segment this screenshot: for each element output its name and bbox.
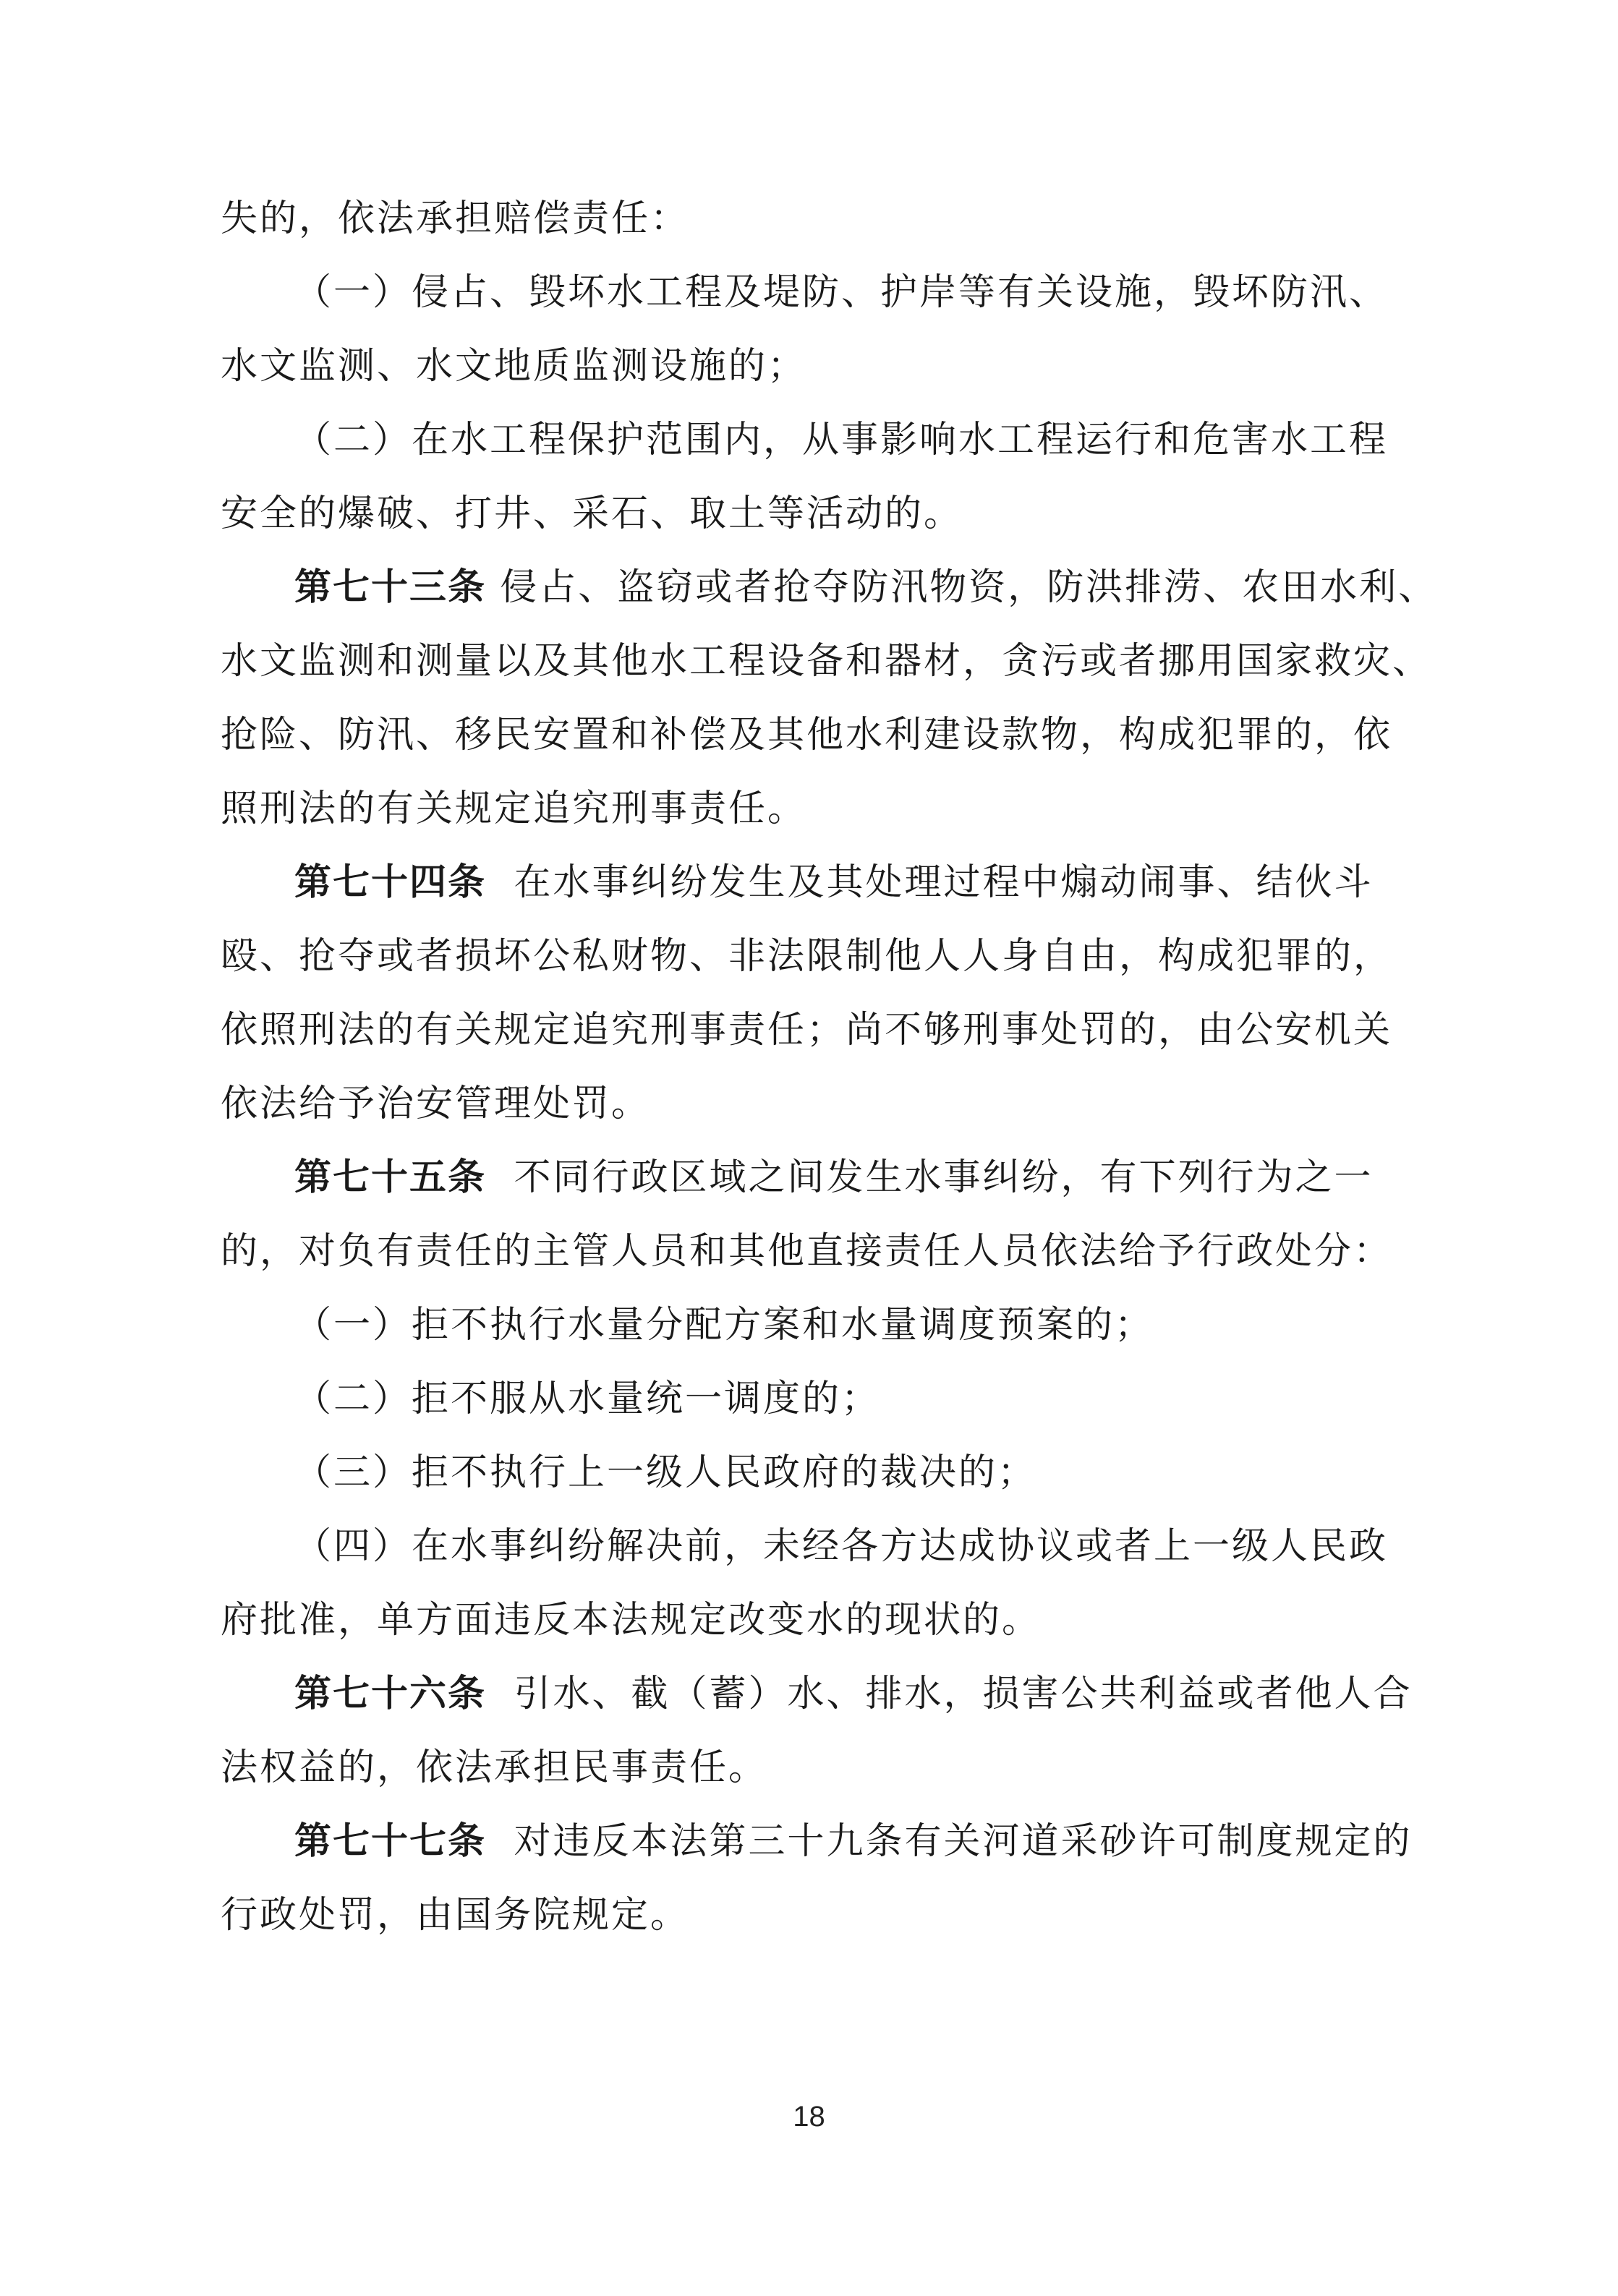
text-line (221, 256, 1392, 330)
line-text: 依照刑法的有关规定追究刑事责任；尚不够刑事处罚的，由公安机关 (221, 1009, 1393, 1051)
article-number: 第七十五条 (294, 1156, 487, 1199)
article-line (221, 846, 1392, 920)
line-text: 府批准，单方面违反本法规定改变水的现状的。 (221, 1599, 1042, 1642)
line-text: 在水事纠纷发生及其处理过程中煽动闹事、结伙斗 (486, 861, 1374, 904)
text-line (221, 772, 1392, 846)
text-line (221, 1731, 1392, 1805)
article-number: 第七十六条 (294, 1673, 487, 1715)
text-line (221, 1436, 1392, 1510)
line-text: （二）拒不服从水量统一调度的； (294, 1378, 881, 1420)
text-line (221, 182, 1392, 256)
article-line (221, 551, 1438, 625)
line-text: 对违反本法第三十九条有关河道采砂许可制度规定的 (486, 1820, 1413, 1863)
line-text: 照刑法的有关规定追究刑事责任。 (221, 788, 807, 830)
line-text: （二）在水工程保护范围内，从事影响水工程运行和危害水工程 (294, 419, 1389, 461)
article-line (221, 1657, 1413, 1731)
line-text: 的，对负有责任的主管人员和其他直接责任人员依法给予行政处分： (221, 1230, 1393, 1273)
line-text: （三）拒不执行上一级人民政府的裁决的； (294, 1451, 1037, 1494)
line-text: 侵占、盗窃或者抢夺防汛物资，防洪排涝、农田水利、 (486, 566, 1438, 609)
text-line (221, 994, 1392, 1067)
line-text: 行政处罚，由国务院规定。 (221, 1894, 690, 1937)
text-line (221, 1067, 1392, 1141)
text-line (221, 404, 1392, 477)
text-line (221, 1879, 1392, 1953)
text-line (221, 1289, 1392, 1362)
line-text: 水文监测和测量以及其他水工程设备和器材，贪污或者挪用国家救灾、 (221, 640, 1432, 683)
line-text: 失的，依法承担赔偿责任： (221, 197, 690, 240)
text-line (221, 699, 1392, 772)
line-text: 安全的爆破、打井、采石、取土等活动的。 (221, 492, 963, 535)
article-number: 第七十四条 (294, 861, 487, 904)
line-text: 依法给予治安管理处罚。 (221, 1083, 651, 1125)
text-line (221, 920, 1392, 994)
text-line (221, 1215, 1392, 1289)
body-text (221, 182, 1438, 1953)
line-text: 法权益的，依法承担民事责任。 (221, 1746, 768, 1789)
text-line (221, 330, 1392, 404)
line-text: 不同行政区域之间发生水事纠纷，有下列行为之一 (486, 1156, 1374, 1199)
line-text: （四）在水事纠纷解决前，未经各方达成协议或者上一级人民政 (294, 1525, 1389, 1568)
line-text: （一）侵占、毁坏水工程及堤防、护岸等有关设施，毁坏防汛、 (294, 271, 1389, 314)
line-text: 引水、截（蓄）水、排水，损害公共利益或者他人合 (486, 1673, 1413, 1715)
line-text: （一）拒不执行水量分配方案和水量调度预案的； (294, 1304, 1154, 1347)
text-line (221, 1362, 1392, 1436)
text-line (221, 1510, 1392, 1584)
article-line (221, 1805, 1413, 1879)
page-number: 18 (793, 2101, 825, 2133)
text-line (221, 625, 1432, 699)
article-number: 第七十七条 (294, 1820, 487, 1863)
line-text: 抢险、防汛、移民安置和补偿及其他水利建设款物，构成犯罪的，依 (221, 714, 1393, 756)
article-line (221, 1141, 1392, 1215)
article-number: 第七十三条 (294, 566, 487, 609)
line-text: 水文监测、水文地质监测设施的； (221, 345, 807, 388)
line-text: 殴、抢夺或者损坏公私财物、非法限制他人人身自由，构成犯罪的， (221, 935, 1393, 978)
text-line (221, 477, 1392, 551)
text-line (221, 1584, 1392, 1657)
